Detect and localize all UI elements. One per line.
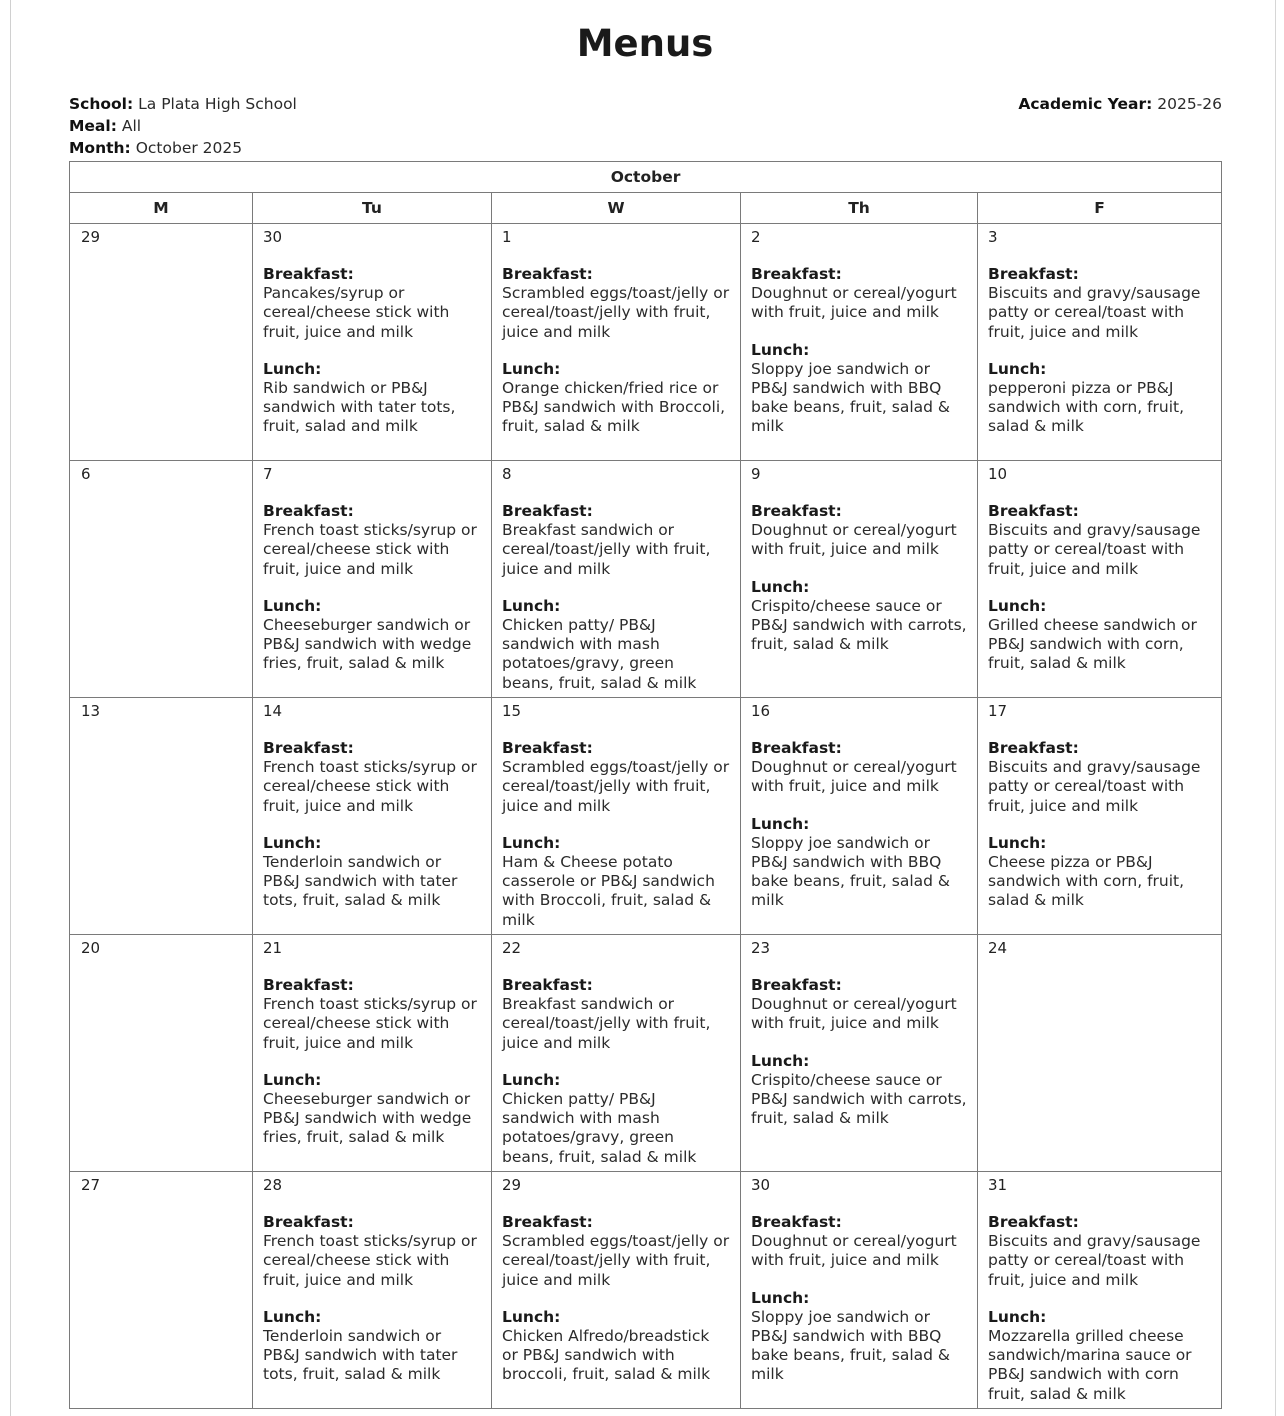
lunch-menu: Tenderloin sandwich or PB&J sandwich with tater tots, fruit, salad & milk: [263, 1326, 458, 1384]
calendar-day-cell: [70, 1172, 253, 1409]
day-number: 2: [751, 228, 761, 246]
day-number: 15: [502, 702, 522, 720]
lunch-label: Lunch:: [502, 833, 561, 852]
breakfast-label: Breakfast:: [502, 265, 593, 283]
day-number: 30: [263, 228, 283, 246]
calendar-week: [70, 1172, 1222, 1409]
lunch-label: Lunch:: [751, 814, 810, 833]
breakfast-menu: Doughnut or cereal/yogurt with fruit, juice and milk: [751, 758, 957, 796]
day-number: 13: [81, 702, 101, 720]
breakfast-menu: Biscuits and gravy/sausage patty or cereal/toast with fruit, juice and milk: [988, 1232, 1201, 1289]
lunch-label: Lunch:: [988, 833, 1047, 852]
lunch-menu: Grilled cheese sandwich or PB&J sandwich with corn, fruit, salad & milk: [988, 615, 1197, 673]
lunch-menu: Sloppy joe sandwich or PB&J sandwich with BBQ bake beans, fruit, salad & milk: [751, 359, 950, 436]
page-title: Menus: [576, 22, 714, 65]
day-number: 24: [988, 939, 1008, 957]
day-number: 7: [263, 465, 273, 483]
breakfast-label: Breakfast:: [502, 502, 593, 520]
day-number: 16: [751, 702, 771, 720]
breakfast-label: Breakfast:: [263, 1213, 354, 1231]
day-number: 1: [502, 228, 512, 246]
lunch-label: Lunch:: [751, 1288, 810, 1307]
academic-year: [1018, 93, 1222, 115]
lunch-menu: Crispito/cheese sauce or PB&J sandwich with carrots, fruit, salad & milk: [751, 1070, 967, 1128]
lunch-menu: Tenderloin sandwich or PB&J sandwich with tater tots, fruit, salad & milk: [263, 852, 458, 910]
breakfast-label: Breakfast:: [988, 739, 1079, 757]
lunch-menu: Sloppy joe sandwich or PB&J sandwich with BBQ bake beans, fruit, salad & milk: [751, 833, 950, 910]
calendar-day-cell: [741, 224, 978, 461]
breakfast-label: Breakfast:: [988, 1213, 1079, 1231]
calendar-week: [70, 935, 1222, 1172]
calendar-week: [70, 224, 1222, 461]
menu-info: [69, 93, 297, 159]
breakfast-label: Breakfast:: [751, 265, 842, 283]
lunch-label: Lunch:: [751, 1051, 810, 1070]
day-number: 29: [81, 228, 101, 246]
day-number: 20: [81, 939, 101, 957]
page-edge: [1275, 0, 1276, 1416]
breakfast-label: Breakfast:: [502, 1213, 593, 1231]
calendar-day-cell: [741, 461, 978, 698]
breakfast-menu: Biscuits and gravy/sausage patty or cereal/toast with fruit, juice and milk: [988, 521, 1201, 578]
breakfast-menu: Biscuits and gravy/sausage patty or cereal/toast with fruit, juice and milk: [988, 758, 1201, 815]
breakfast-menu: Breakfast sandwich or cereal/toast/jelly with fruit, juice and milk: [502, 521, 711, 578]
calendar-day-cell: [70, 698, 253, 935]
day-header: M: [70, 193, 253, 224]
day-header: F: [978, 193, 1222, 224]
calendar-month-header: October: [70, 162, 1222, 193]
page-edge: [10, 0, 11, 1416]
day-number: 8: [502, 465, 512, 483]
lunch-menu: Crispito/cheese sauce or PB&J sandwich with carrots, fruit, salad & milk: [751, 596, 967, 654]
meal-row: [69, 115, 297, 137]
day-number: 28: [263, 1176, 283, 1194]
month-value: October 2025: [135, 139, 243, 157]
day-header: Tu: [253, 193, 492, 224]
lunch-menu: Ham & Cheese potato casserole or PB&J sandwich with Broccoli, fruit, salad & milk: [502, 852, 715, 929]
breakfast-label: Breakfast:: [502, 976, 593, 994]
calendar-day-cell: [492, 1172, 741, 1409]
lunch-label: Lunch:: [263, 833, 322, 852]
breakfast-label: Breakfast:: [751, 1213, 842, 1231]
lunch-label: Lunch:: [263, 596, 322, 615]
breakfast-menu: Pancakes/syrup or cereal/cheese stick with fruit, juice and milk: [263, 284, 450, 341]
breakfast-menu: Doughnut or cereal/yogurt with fruit, juice and milk: [751, 1232, 957, 1270]
breakfast-menu: Breakfast sandwich or cereal/toast/jelly with fruit, juice and milk: [502, 995, 711, 1052]
breakfast-menu: Scrambled eggs/toast/jelly or cereal/toast/jelly with fruit, juice and milk: [502, 1232, 730, 1289]
lunch-label: Lunch:: [502, 359, 561, 378]
day-number: 21: [263, 939, 283, 957]
calendar-day-cell: [253, 1172, 492, 1409]
year-value: 2025-26: [1157, 95, 1222, 113]
breakfast-menu: Doughnut or cereal/yogurt with fruit, juice and milk: [751, 284, 957, 322]
day-number: 17: [988, 702, 1008, 720]
breakfast-label: Breakfast:: [263, 976, 354, 994]
lunch-menu: Cheeseburger sandwich or PB&J sandwich with wedge fries, fruit, salad & milk: [263, 615, 472, 673]
day-number: 29: [502, 1176, 522, 1194]
lunch-label: Lunch:: [988, 359, 1047, 378]
lunch-menu: Orange chicken/fried rice or PB&J sandwich with Broccoli, fruit, salad & milk: [502, 378, 726, 436]
school-value: La Plata High School: [138, 95, 297, 113]
day-number: 30: [751, 1176, 771, 1194]
lunch-menu: pepperoni pizza or PB&J sandwich with corn, fruit, salad & milk: [988, 378, 1185, 436]
lunch-label: Lunch:: [502, 1070, 561, 1089]
calendar-day-cell: [70, 935, 253, 1172]
lunch-menu: Sloppy joe sandwich or PB&J sandwich with BBQ bake beans, fruit, salad & milk: [751, 1307, 950, 1384]
lunch-label: Lunch:: [751, 340, 810, 359]
calendar-day-cell: [492, 461, 741, 698]
meal-label: Meal:: [69, 117, 117, 135]
lunch-menu: Rib sandwich or PB&J sandwich with tater tots, fruit, salad and milk: [263, 378, 456, 436]
breakfast-menu: Doughnut or cereal/yogurt with fruit, juice and milk: [751, 995, 957, 1033]
calendar-day-cell: [978, 1172, 1222, 1409]
year-label: Academic Year:: [1018, 95, 1153, 113]
calendar-day-cell: [253, 461, 492, 698]
breakfast-label: Breakfast:: [988, 265, 1079, 283]
calendar-day-cell: [741, 698, 978, 935]
calendar-day-cell: [253, 698, 492, 935]
breakfast-menu: French toast sticks/syrup or cereal/cheese stick with fruit, juice and milk: [263, 995, 477, 1052]
day-number: 9: [751, 465, 761, 483]
breakfast-menu: French toast sticks/syrup or cereal/cheese stick with fruit, juice and milk: [263, 521, 477, 578]
breakfast-menu: French toast sticks/syrup or cereal/cheese stick with fruit, juice and milk: [263, 1232, 477, 1289]
school-row: [69, 93, 297, 115]
calendar-day-cell: [978, 935, 1222, 1172]
calendar-day-cell: [253, 224, 492, 461]
lunch-menu: Mozzarella grilled cheese sandwich/marina sauce or PB&J sandwich with corn fruit, salad & milk: [988, 1326, 1192, 1403]
menu-calendar: [69, 161, 1222, 1409]
lunch-label: Lunch:: [988, 596, 1047, 615]
calendar-day-cell: [978, 461, 1222, 698]
lunch-menu: Cheese pizza or PB&J sandwich with corn, fruit, salad & milk: [988, 852, 1185, 910]
calendar-day-cell: [978, 224, 1222, 461]
calendar-day-cell: [492, 698, 741, 935]
lunch-label: Lunch:: [263, 1070, 322, 1089]
day-number: 27: [81, 1176, 101, 1194]
calendar-day-cell: [741, 935, 978, 1172]
lunch-label: Lunch:: [263, 1307, 322, 1326]
calendar-day-cell: [492, 935, 741, 1172]
day-number: 6: [81, 465, 91, 483]
breakfast-label: Breakfast:: [751, 502, 842, 520]
calendar-day-cell: [70, 461, 253, 698]
meal-value: All: [121, 117, 142, 135]
breakfast-menu: Biscuits and gravy/sausage patty or cereal/toast with fruit, juice and milk: [988, 284, 1201, 341]
calendar-day-cell: [253, 935, 492, 1172]
breakfast-label: Breakfast:: [751, 976, 842, 994]
calendar-day-cell: [741, 1172, 978, 1409]
breakfast-label: Breakfast:: [988, 502, 1079, 520]
day-number: 31: [988, 1176, 1008, 1194]
lunch-label: Lunch:: [988, 1307, 1047, 1326]
month-label: Month:: [69, 139, 131, 157]
day-number: 10: [988, 465, 1008, 483]
breakfast-menu: Doughnut or cereal/yogurt with fruit, juice and milk: [751, 521, 957, 559]
breakfast-label: Breakfast:: [502, 739, 593, 757]
lunch-label: Lunch:: [751, 577, 810, 596]
breakfast-label: Breakfast:: [263, 502, 354, 520]
day-number: 23: [751, 939, 771, 957]
breakfast-label: Breakfast:: [263, 739, 354, 757]
month-row: [69, 137, 297, 159]
breakfast-menu: French toast sticks/syrup or cereal/cheese stick with fruit, juice and milk: [263, 758, 477, 815]
lunch-label: Lunch:: [263, 359, 322, 378]
breakfast-label: Breakfast:: [263, 265, 354, 283]
day-number: 14: [263, 702, 283, 720]
day-header: W: [492, 193, 741, 224]
breakfast-menu: Scrambled eggs/toast/jelly or cereal/toast/jelly with fruit, juice and milk: [502, 758, 730, 815]
calendar-week: [70, 698, 1222, 935]
day-header: Th: [741, 193, 978, 224]
day-number: 3: [988, 228, 998, 246]
school-label: School:: [69, 95, 134, 113]
calendar-day-cell: [978, 698, 1222, 935]
calendar-week: [70, 461, 1222, 698]
breakfast-menu: Scrambled eggs/toast/jelly or cereal/toast/jelly with fruit, juice and milk: [502, 284, 730, 341]
calendar-day-cell: [492, 224, 741, 461]
day-number: 22: [502, 939, 522, 957]
calendar-day-cell: [70, 224, 253, 461]
lunch-label: Lunch:: [502, 596, 561, 615]
lunch-menu: Cheeseburger sandwich or PB&J sandwich with wedge fries, fruit, salad & milk: [263, 1089, 472, 1147]
lunch-label: Lunch:: [502, 1307, 561, 1326]
lunch-menu: Chicken patty/ PB&J sandwich with mash potatoes/gravy, green beans, fruit, salad & milk: [502, 1089, 697, 1166]
breakfast-label: Breakfast:: [751, 739, 842, 757]
lunch-menu: Chicken Alfredo/breadstick or PB&J sandwich with broccoli, fruit, salad & milk: [502, 1326, 711, 1384]
lunch-menu: Chicken patty/ PB&J sandwich with mash potatoes/gravy, green beans, fruit, salad & milk: [502, 615, 697, 692]
